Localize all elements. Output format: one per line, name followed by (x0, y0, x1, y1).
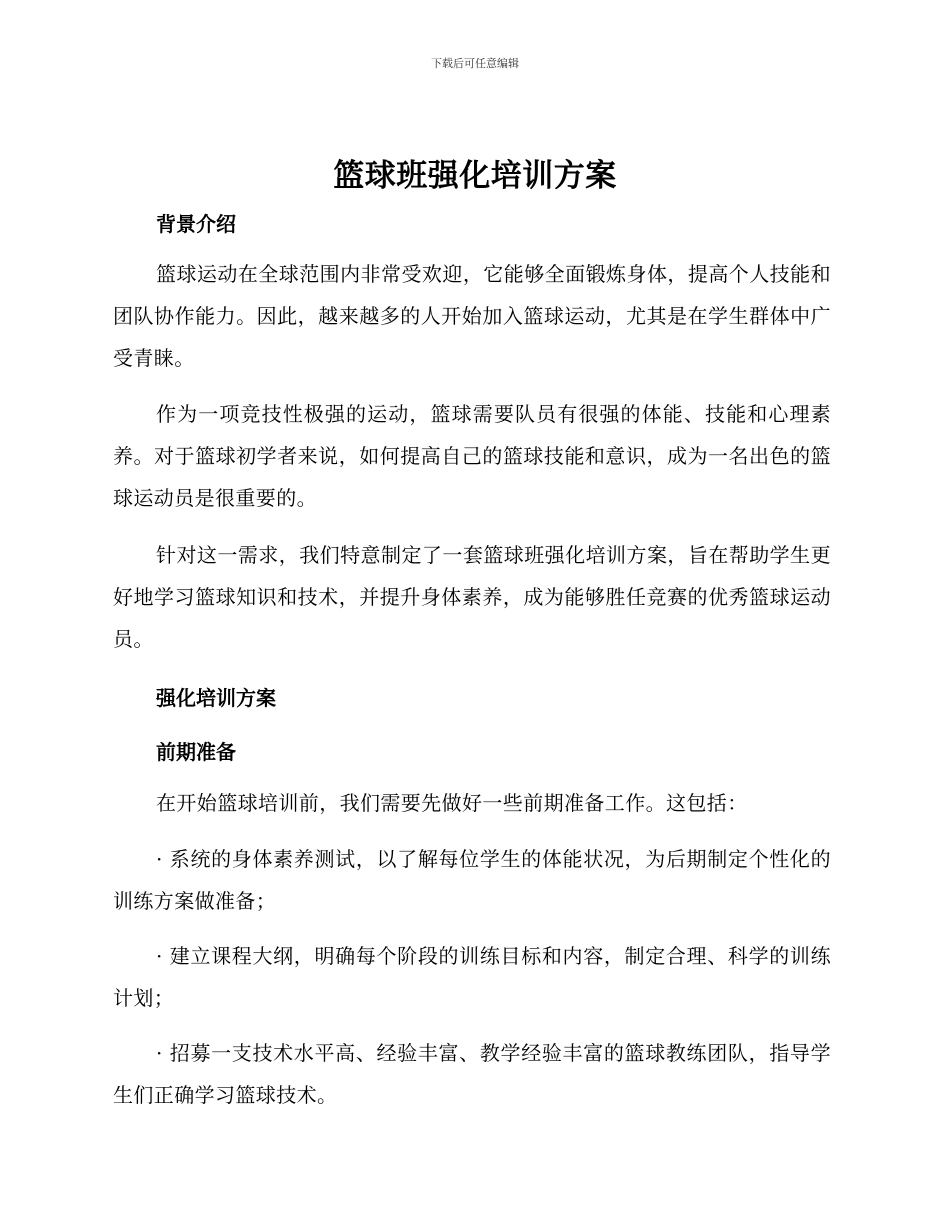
preparation-intro: 在开始篮球培训前，我们需要先做好一些前期准备工作。这包括： (156, 791, 748, 815)
section-heading-training-plan: 强化培训方案 (156, 686, 276, 710)
page-header-note: 下载后可任意编辑 (431, 57, 519, 70)
subsection-heading-preparation: 前期准备 (156, 740, 236, 764)
section-heading-background: 背景介绍 (156, 212, 236, 236)
background-paragraph-3: 针对这一需求，我们特意制定了一套篮球班强化培训方案，旨在帮助学生更好地学习篮球知识和技术，并提升身体素养，成为能够胜任竞赛的优秀篮球运动员。 (113, 543, 831, 651)
background-paragraph-2: 作为一项竞技性极强的运动，篮球需要队员有很强的体能、技能和心理素养。对于篮球初学者来说，如何提高自己的篮球技能和意识，成为一名出色的篮球运动员是很重要的。 (113, 402, 831, 510)
preparation-list-item: · 招募一支技术水平高、经验丰富、教学经验丰富的篮球教练团队，指导学生们正确学习篮球技术。 (113, 1041, 831, 1107)
preparation-list-item: · 建立课程大纲，明确每个阶段的训练目标和内容，制定合理、科学的训练计划； (113, 944, 831, 1010)
document-title: 篮球班强化培训方案 (333, 158, 617, 194)
background-paragraph-1: 篮球运动在全球范围内非常受欢迎，它能够全面锻炼身体，提高个人技能和团队协作能力。因此，越来越多的人开始加入篮球运动，尤其是在学生群体中广受青睐。 (113, 262, 831, 370)
preparation-list-item: · 系统的身体素养测试，以了解每位学生的体能状况，为后期制定个性化的训练方案做准备； (113, 847, 831, 913)
